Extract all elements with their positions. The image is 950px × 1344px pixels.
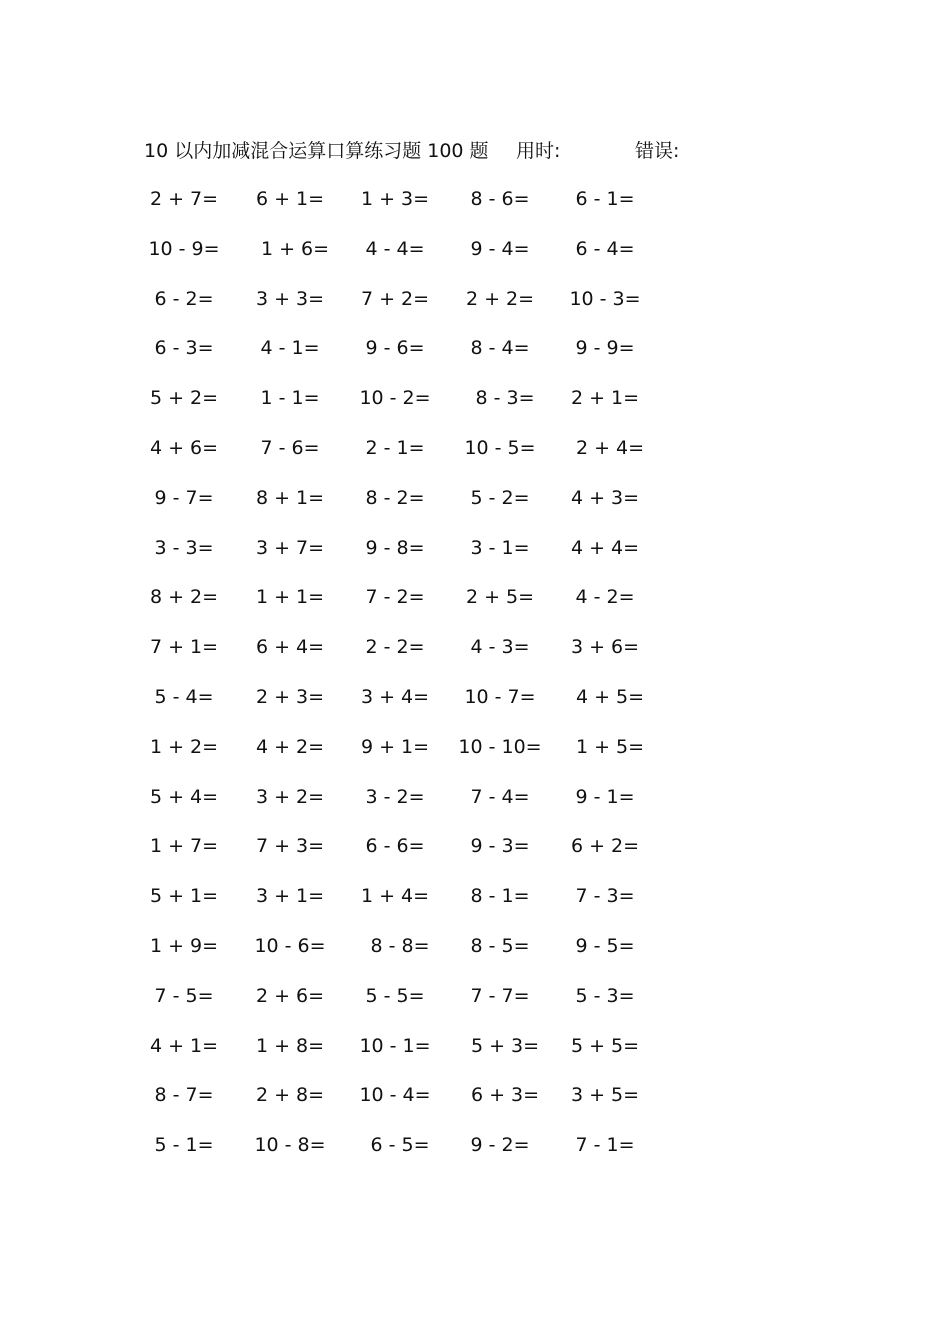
problem-cell: 4 + 2= (255, 735, 325, 758)
problem-cell: 6 - 4= (575, 237, 635, 260)
problem-cell: 5 - 4= (154, 685, 214, 708)
problem-cell: 5 + 2= (149, 387, 219, 410)
problem-cell: 2 - 1= (365, 436, 425, 459)
problem-cell: 9 - 5= (575, 934, 635, 957)
problem-cell: 6 + 1= (255, 188, 325, 210)
problem-row (0, 233, 950, 283)
problem-cell: 7 - 2= (365, 586, 425, 609)
problem-cell: 3 + 3= (255, 287, 325, 310)
problem-cell: 2 + 8= (255, 1084, 325, 1107)
problem-cell: 4 - 1= (260, 337, 320, 360)
problem-grid (0, 183, 950, 1179)
problem-cell: 3 - 3= (154, 536, 214, 559)
problem-cell: 10 - 6= (254, 934, 326, 957)
problem-cell: 10 - 9= (148, 237, 220, 260)
problem-cell: 3 + 1= (255, 885, 325, 908)
problem-cell: 8 + 1= (255, 486, 325, 509)
problem-cell: 9 - 7= (154, 486, 214, 509)
problem-cell: 8 - 2= (365, 486, 425, 509)
problem-cell: 2 + 5= (465, 586, 535, 609)
problem-cell: 9 + 1= (360, 735, 430, 758)
problem-row (0, 980, 950, 1030)
problem-cell: 5 - 1= (154, 1134, 214, 1157)
problem-cell: 6 + 4= (255, 636, 325, 659)
problem-row (0, 681, 950, 731)
problem-cell: 5 - 2= (470, 486, 530, 509)
problem-cell: 7 - 1= (575, 1134, 635, 1157)
worksheet-header (144, 136, 844, 166)
problem-cell: 1 - 1= (260, 387, 320, 410)
problem-cell: 2 + 7= (149, 188, 219, 210)
problem-cell: 10 - 7= (464, 685, 536, 708)
problem-row (0, 1129, 950, 1179)
problem-cell: 9 - 4= (470, 237, 530, 260)
problem-cell: 1 + 9= (149, 934, 219, 957)
problem-row (0, 482, 950, 532)
problem-cell: 9 - 2= (470, 1134, 530, 1157)
problem-row (0, 781, 950, 831)
problem-cell: 7 + 3= (255, 835, 325, 858)
problem-cell: 10 - 1= (359, 1034, 431, 1057)
problem-cell: 7 + 1= (149, 636, 219, 659)
problem-cell: 3 - 1= (470, 536, 530, 559)
problem-cell: 8 - 8= (370, 934, 430, 957)
problem-cell: 6 + 2= (570, 835, 640, 858)
problem-cell: 3 + 6= (570, 636, 640, 659)
problem-cell: 10 - 10= (458, 735, 542, 758)
problem-cell: 10 - 3= (569, 287, 641, 310)
problem-row (0, 1079, 950, 1129)
problem-cell: 8 + 2= (149, 586, 219, 609)
problem-cell: 6 - 6= (365, 835, 425, 858)
problem-row (0, 581, 950, 631)
problem-cell: 10 - 2= (359, 387, 431, 410)
problem-row (0, 283, 950, 333)
problem-cell: 6 - 1= (575, 188, 635, 210)
problem-cell: 4 + 6= (149, 436, 219, 459)
problem-cell: 1 + 2= (149, 735, 219, 758)
problem-row (0, 432, 950, 482)
problem-row (0, 183, 950, 233)
problem-cell: 1 + 8= (255, 1034, 325, 1057)
problem-cell: 4 - 4= (365, 237, 425, 260)
problem-cell: 1 + 7= (149, 835, 219, 858)
problem-cell: 4 + 1= (149, 1034, 219, 1057)
problem-cell: 3 + 7= (255, 536, 325, 559)
problem-cell: 8 - 5= (470, 934, 530, 957)
problem-row (0, 880, 950, 930)
problem-cell: 6 + 3= (470, 1084, 540, 1107)
problem-cell: 6 - 3= (154, 337, 214, 360)
problem-cell: 8 - 3= (475, 387, 535, 410)
problem-cell: 2 + 4= (575, 436, 645, 459)
problem-cell: 1 + 1= (255, 586, 325, 609)
problem-cell: 5 + 5= (570, 1034, 640, 1057)
problem-cell: 7 - 3= (575, 885, 635, 908)
problem-cell: 7 - 6= (260, 436, 320, 459)
problem-row (0, 830, 950, 880)
problem-cell: 8 - 7= (154, 1084, 214, 1107)
problem-cell: 5 - 3= (575, 984, 635, 1007)
problem-cell: 1 + 6= (260, 237, 330, 260)
problem-cell: 10 - 5= (464, 436, 536, 459)
problem-cell: 1 + 4= (360, 885, 430, 908)
problem-cell: 5 + 1= (149, 885, 219, 908)
problem-cell: 3 + 5= (570, 1084, 640, 1107)
problem-cell: 8 - 4= (470, 337, 530, 360)
problem-row (0, 930, 950, 980)
errors-label: 错误: (635, 140, 680, 162)
problem-cell: 2 - 2= (365, 636, 425, 659)
problem-cell: 3 - 2= (365, 785, 425, 808)
problem-cell: 9 - 3= (470, 835, 530, 858)
problem-cell: 7 + 2= (360, 287, 430, 310)
problem-cell: 2 + 2= (465, 287, 535, 310)
problem-row (0, 731, 950, 781)
problem-cell: 7 - 7= (470, 984, 530, 1007)
problem-cell: 2 + 1= (570, 387, 640, 410)
problem-cell: 10 - 8= (254, 1134, 326, 1157)
problem-cell: 8 - 1= (470, 885, 530, 908)
problem-row (0, 382, 950, 432)
problem-cell: 5 - 5= (365, 984, 425, 1007)
problem-cell: 9 - 6= (365, 337, 425, 360)
problem-cell: 3 + 2= (255, 785, 325, 808)
problem-cell: 4 + 3= (570, 486, 640, 509)
problem-cell: 9 - 8= (365, 536, 425, 559)
problem-cell: 7 - 5= (154, 984, 214, 1007)
problem-cell: 4 - 2= (575, 586, 635, 609)
problem-cell: 5 + 4= (149, 785, 219, 808)
problem-cell: 6 - 2= (154, 287, 214, 310)
problem-cell: 4 + 4= (570, 536, 640, 559)
problem-row (0, 631, 950, 681)
worksheet-title: 10 以内加减混合运算口算练习题 100 题 (144, 140, 489, 162)
problem-cell: 4 - 3= (470, 636, 530, 659)
problem-cell: 8 - 6= (470, 188, 530, 210)
problem-row (0, 332, 950, 382)
problem-cell: 2 + 6= (255, 984, 325, 1007)
problem-cell: 9 - 9= (575, 337, 635, 360)
problem-cell: 1 + 5= (575, 735, 645, 758)
problem-cell: 10 - 4= (359, 1084, 431, 1107)
problem-cell: 7 - 4= (470, 785, 530, 808)
problem-cell: 5 + 3= (470, 1034, 540, 1057)
problem-cell: 1 + 3= (360, 188, 430, 210)
problem-row (0, 1030, 950, 1080)
problem-row (0, 532, 950, 582)
problem-cell: 2 + 3= (255, 685, 325, 708)
problem-cell: 6 - 5= (370, 1134, 430, 1157)
time-used-label: 用时: (516, 140, 561, 162)
problem-cell: 3 + 4= (360, 685, 430, 708)
problem-cell: 4 + 5= (575, 685, 645, 708)
problem-cell: 9 - 1= (575, 785, 635, 808)
